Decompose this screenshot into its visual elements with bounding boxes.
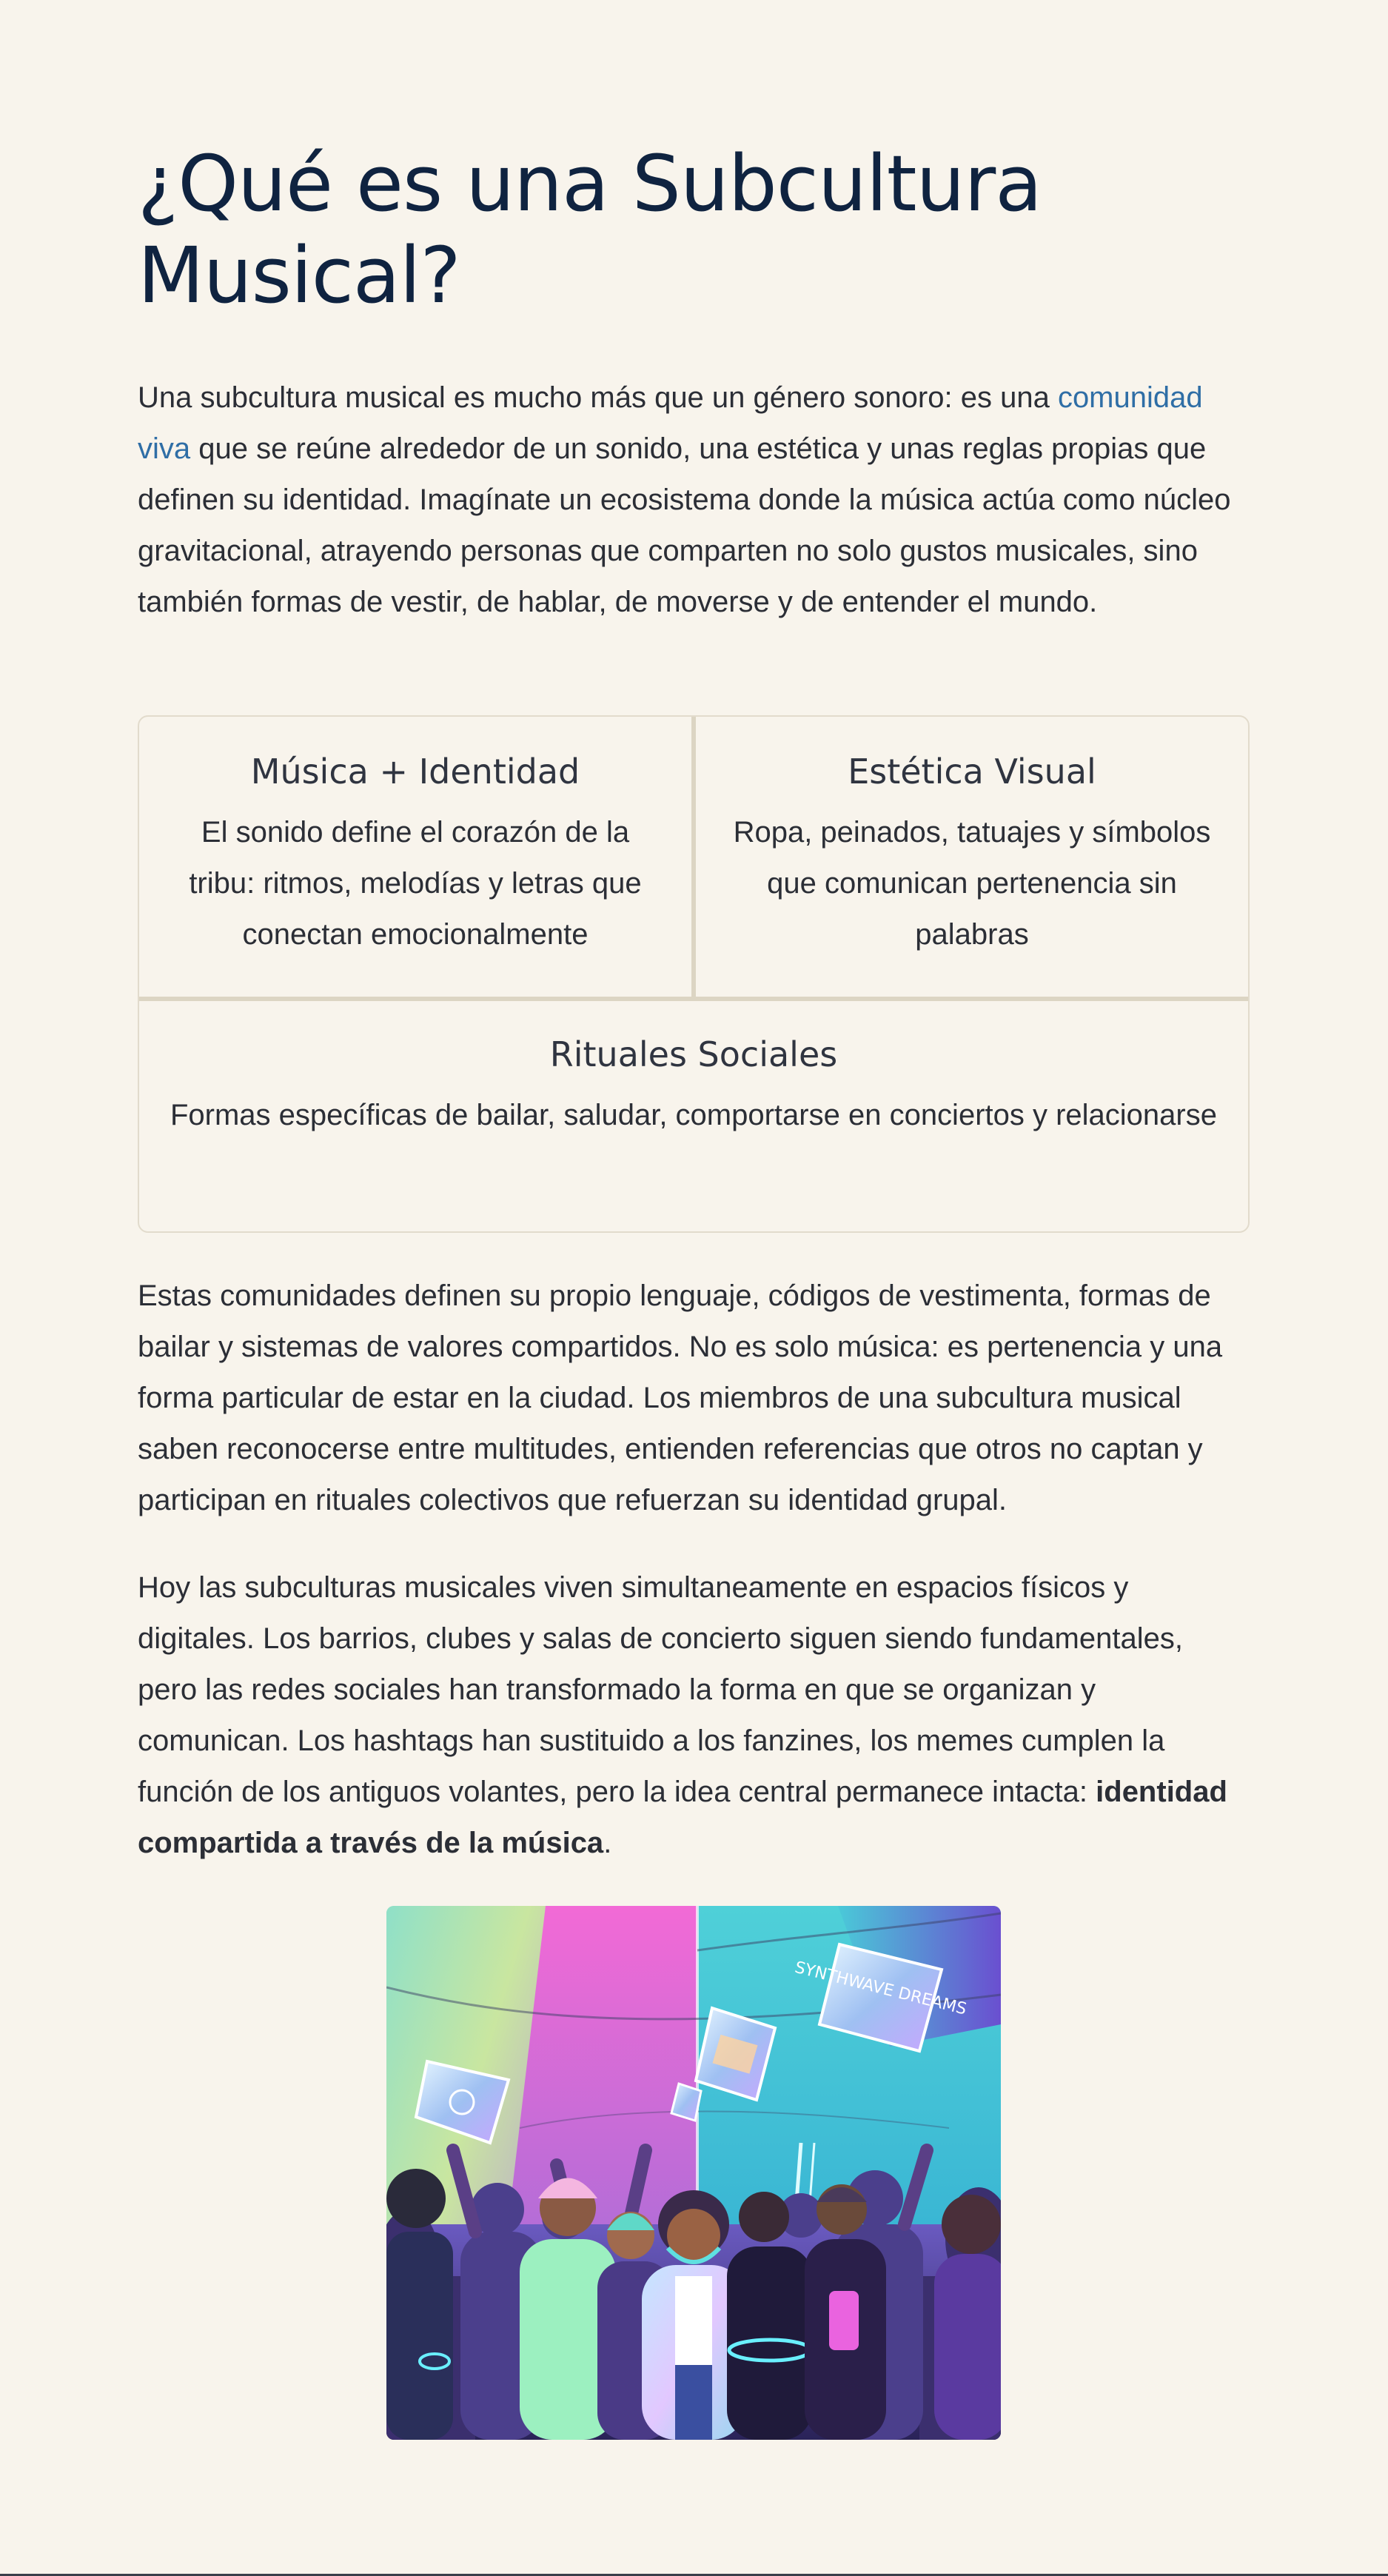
- paragraph-3-text: Hoy las subculturas musicales viven simultaneamente en espacios físicos y digitales. Los barrios, clubes y salas de concierto siguen siendo fundamentales, pero las redes sociales han transformado la forma en que se organizan y comunican. Los hashtags han sustituido a los fanzines, los memes cumplen la función de los antiguos volantes, pero la idea central permanece intacta:: [138, 1571, 1183, 1808]
- card-title: Rituales Sociales: [549, 1034, 838, 1074]
- card-musica-identidad: [139, 717, 696, 1001]
- intro-text-end: que se reúne alrededor de un sonido, una estética y unas reglas propias que definen su identidad. Imagínate un ecosistema donde la música actúa como núcleo gravitacional, atrayendo personas que comparten no solo gustos musicales, sino también formas de vestir, de hablar, de moverse y de entender el mundo.: [138, 432, 1231, 618]
- card-text: El sonido define el corazón de la tribu: ritmos, melodías y letras que conectan emocionalmente: [189, 816, 642, 951]
- emphasis-text: identidad compartida a través de la música: [138, 1776, 1227, 1859]
- paragraph-3-end: .: [603, 1827, 612, 1859]
- sign-text: SYNTHWAVE DREAMS: [793, 1958, 969, 2019]
- card-title: Música + Identidad: [250, 752, 580, 792]
- person-left-edge: [386, 2169, 453, 2440]
- subculture-illustration: [386, 1906, 1001, 2440]
- body-paragraph-2: Estas comunidades definen su propio lenguaje, códigos de vestimenta, formas de bailar y sistemas de valores compartidos. No es solo música: es pertenencia y una forma particular de estar en la ciudad. Los miembros de una subcultura musical saben reconocerse entre multitudes, entienden referencias que otros no captan y participan en rituales colectivos que refuerzan su identidad grupal.: [138, 1279, 1223, 1516]
- card-text: Formas específicas de bailar, saludar, comportarse en conciertos y relacionarse: [170, 1099, 1217, 1131]
- card-estetica-visual: [696, 717, 1248, 1001]
- crowd-illustration-image: [386, 1906, 1001, 2440]
- card-text: Ropa, peinados, tatuajes y símbolos que comunican pertenencia sin palabras: [733, 816, 1211, 951]
- body-paragraph-3: [138, 1562, 1250, 1869]
- card-title: Estética Visual: [848, 752, 1096, 792]
- intro-paragraph: [138, 372, 1250, 628]
- feature-cards: [138, 715, 1250, 1233]
- person-right-edge: [934, 2195, 1001, 2440]
- comunidad-viva-link[interactable]: comunidad viva: [138, 381, 1203, 465]
- page-title: ¿Qué es una Subcultura Musical?: [138, 138, 1042, 321]
- intro-text-start: Una subcultura musical es mucho más que un género sonoro: es una: [138, 381, 1058, 414]
- card-rituales-sociales: [139, 1001, 1248, 1231]
